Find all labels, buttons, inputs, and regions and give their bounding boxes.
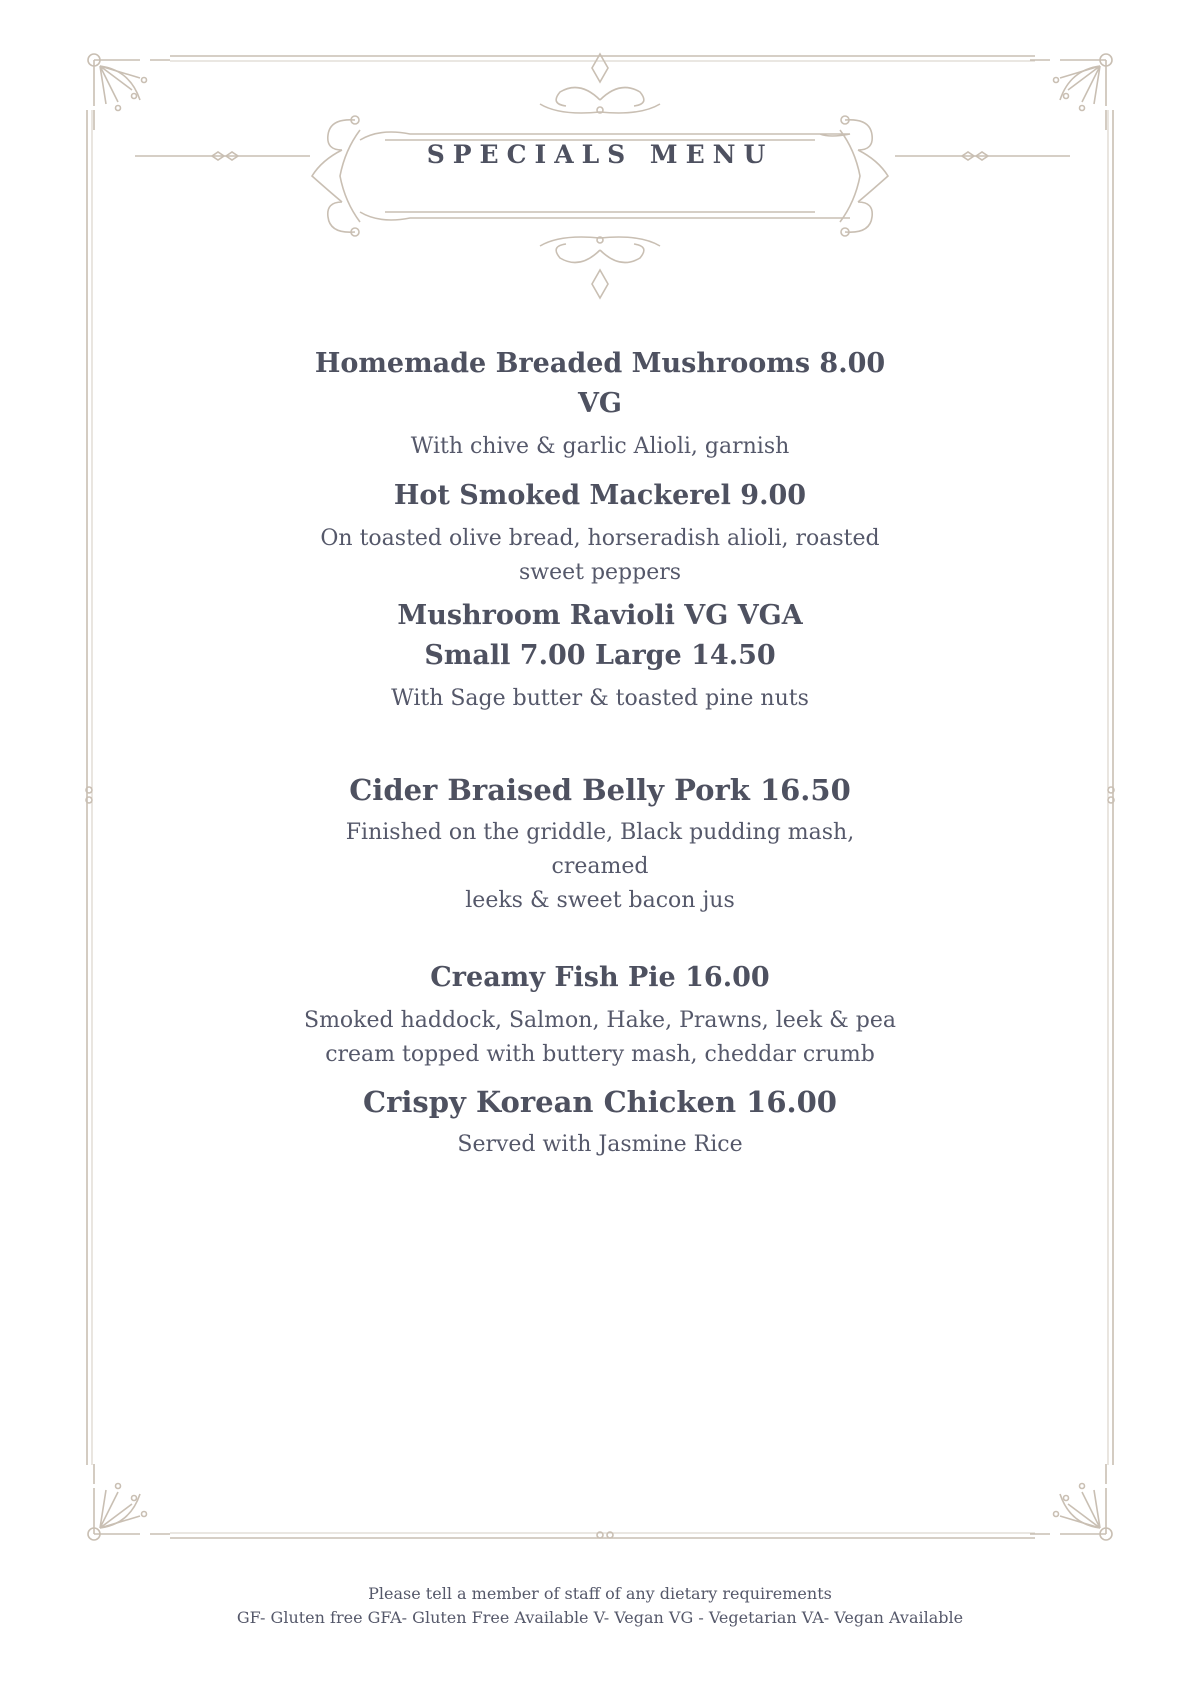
corner-ornament-bottom-right	[1030, 1464, 1112, 1540]
corner-ornament-bottom-left	[88, 1464, 170, 1540]
menu-item-description: Served with Jasmine Rice	[457, 1132, 743, 1157]
menu-item	[300, 1082, 900, 1162]
menu-item-description: Finished on the griddle, Black pudding mash, creamed	[345, 820, 855, 879]
menu-item-description: On toasted olive bread, horseradish alioli, roasted	[320, 526, 880, 551]
menu-item	[300, 476, 900, 590]
menu-item-description: Smoked haddock, Salmon, Hake, Prawns, leek & pea	[304, 1008, 896, 1033]
dietary-notice: Please tell a member of staff of any dietary requirements	[368, 1584, 832, 1603]
menu-item-description: With chive & garlic Alioli, garnish	[410, 434, 790, 459]
menu-item-name: Creamy Fish Pie 16.00	[430, 962, 770, 993]
dietary-legend: GF- Gluten free GFA- Gluten Free Available V- Vegan VG - Vegetarian VA- Vegan Available	[236, 1608, 964, 1627]
menu-item-name: Homemade Breaded Mushrooms 8.00 VG	[314, 348, 886, 419]
title-cartouche	[135, 54, 1070, 298]
corner-ornament-top-left	[88, 54, 170, 130]
menu-item-name: Hot Smoked Mackerel 9.00	[393, 480, 807, 511]
menu-item	[300, 770, 900, 918]
page-title: SPECIALS MENU	[426, 140, 774, 169]
dietary-footer	[0, 1582, 1200, 1630]
menu-item-name: Crispy Korean Chicken 16.00	[363, 1085, 837, 1119]
menu-item-name: Cider Braised Belly Pork 16.50	[349, 773, 851, 807]
corner-ornament-top-right	[1030, 54, 1112, 130]
menu-item-description: sweet peppers	[518, 560, 682, 585]
menu-item	[300, 958, 900, 1072]
menu-item	[300, 344, 900, 464]
menu-item-description: cream topped with buttery mash, cheddar crumb	[325, 1042, 875, 1067]
menu-item-description: leeks & sweet bacon jus	[465, 888, 735, 913]
menu-item-name: Mushroom Ravioli VG VGA	[397, 600, 803, 631]
menu-list	[300, 344, 900, 1162]
menu-item-price: Small 7.00 Large 14.50	[424, 640, 776, 671]
menu-item	[300, 596, 900, 716]
menu-item-description: With Sage butter & toasted pine nuts	[391, 686, 809, 711]
